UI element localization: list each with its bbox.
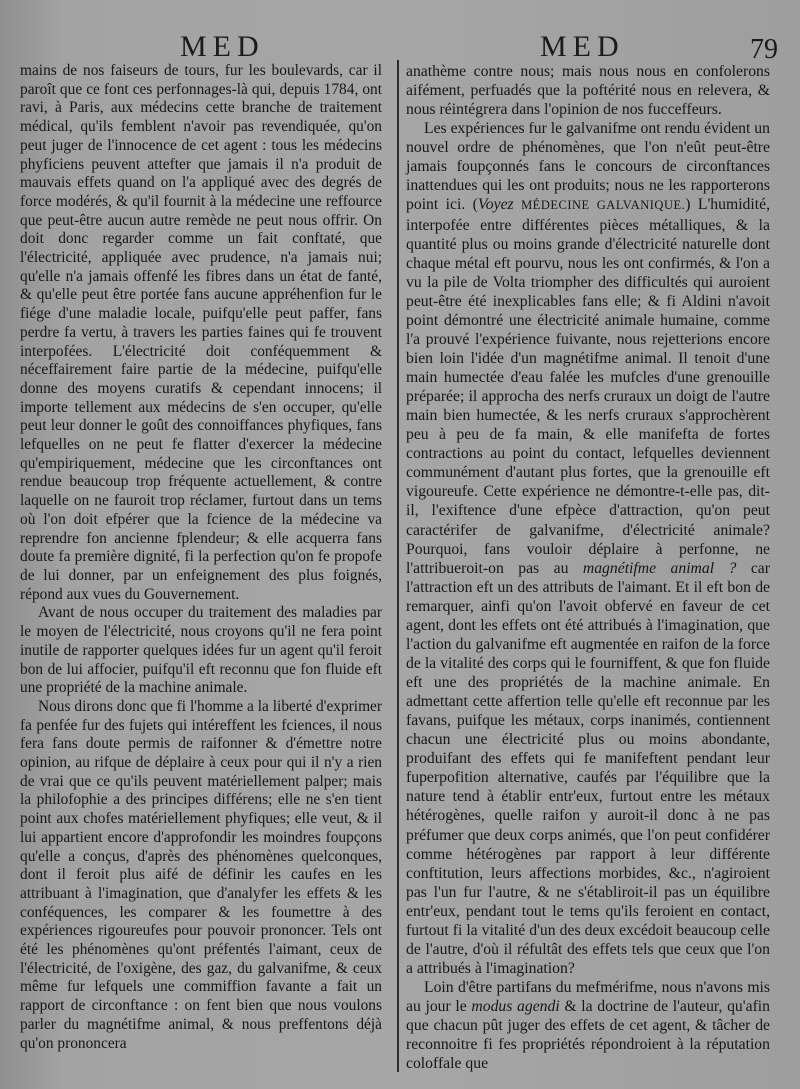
right-text-column (406, 62, 770, 1073)
text-run: & la doctrine de l'auteur, qu'afin que chacun pût juger des effets de cet agent, & tâcher de reconnoitre fi fes propriétés répondroient à la réputation coloffale que (406, 998, 770, 1073)
italic-term: magnétifme animal ? (582, 559, 737, 577)
paragraph (406, 119, 770, 978)
paragraph: anathème contre nous; mais nous nous en confolerons aifément, perfuadés que la poftérité nous en relevera, & nous réintégrera dans l'opinion de nos fucceffeurs. (406, 63, 770, 119)
cross-reference-voyez: Voyez (477, 196, 514, 214)
paragraph: mains de nos faiseurs de tours, fur les boulevards, car il paroît que ce font ces perfonnages-là qui, depuis 1784, ont ravi, à Paris, aux médecins cette branche de traitement médical, qu'ils femblent n'avoir pas revendiquée, qu'on peut juger de l'innocence de cet agent : tous les médecins phyficiens peuvent attefter que jamais il n'a produit de mauvais effets quand on l'a appliqué avec des degrés de force modérés, & qu'il fournit à la médecine une reffource que peut-être aucun autre remède ne peut nous offrir. On doit donc regarder comme un fait conftaté, que l'électricité, appliquée avec prudence, n'a jamais nui; qu'elle n'a jamais offenfé les fibres dans un état de fanté, & qu'elle peut être portée fans aucune appréhenfion fur le fiége d'une maladie locale, puifqu'elle peut paffer, fans perdre fa vertu, à travers les parties faines qui fe trouvent interpofées. L'électricité doit conféquemment & néceffairement faire partie de la médecine, puifqu'elle donne des moyens curatifs & cependant innocens; il importe tellement aux médecins de s'en occuper, qu'elle peut leur donner le goût des connoiffances phyfiques, fans lefquelles on ne peut fe flatter d'exercer la médecine qu'empiriquement, médecine que les circonftances ont rendue beaucoup trop fréquente actuellement, & contre laquelle on ne fauroit trop réclamer, furtout dans un tems où l'on doit efpérer que la fcience de la médecine va reprendre fon ancienne fplendeur; & elle acquerra fans doute fa première dignité, fi la perfection qu'on fe propofe de lui donner, par un enfeignement des plus foignés, répond aux vues du Gouvernement. (20, 62, 382, 603)
italic-term: modus agendi (471, 998, 560, 1016)
column-divider (397, 60, 399, 1072)
left-text-column (20, 62, 382, 1053)
running-head-left: MED (180, 30, 265, 63)
paragraph: Avant de nous occuper du traitement des maladies par le moyen de l'électricité, nous croyons qu'il ne fera point inutile de rapporter quelques idées fur un agent qu'il feroit bon de lui affocier, puifqu'il eft reconnu que fon fluide eft une propriété de la machine animale. (20, 604, 382, 697)
running-head-right: MED (540, 30, 625, 63)
text-run: car l'attraction eft un des attributs de l'aimant. Et il eft bon de remarquer, ainfi qu'on l'avoit obfervé en faveur de cet agent, dont les effets ont été attribués à l'imagination, que l'action du galvanifme eft augmentée en raifon de la force de la vitalité des corps qui le fourniffent, & que fon fluide eft une des propriétés de la machine animale. En admettant cette affertion telle qu'elle eft reconnue par les favans, puifque les métaux, corps inanimés, contiennent chacun une électricité plus ou moins abondante, produifant des effets qui fe manifeftent pendant leur fuperpofition alternative, caufés par l'équilibre que la nature tend à établir entr'eux, furtout entre les métaux hétérogènes, quelle raifon y auroit-il donc à ne pas préfumer que deux corps animés, que l'on peut confidérer comme hétérogènes par rapport à leur différente conftitution, leurs affections morbides, &c., n'agiroient pas l'un fur l'autre, & ne s'établiroit-il pas un équilibre entr'eux, pendant tout le tems qu'ils feroient en contact, furtout fi la vitalité d'un des deux excédoit beaucoup celle de l'autre, d'où il réfultât des effets tels que ceux que l'on a attribués à l'imagination? (406, 559, 770, 977)
text-run: Les expériences fur le galvanifme ont rendu évident un nouvel ordre de phénomènes, que l'on n'eût peut-être jamais foupçonnés fans le concours de circonftances inattendues qui les ont produits; nous ne les rapporterons point ici. ( (406, 120, 770, 214)
paragraph: Nous dirons donc que fi l'homme a la liberté d'exprimer fa penfée fur des fujets qui intéreffent les fciences, il nous fera fans doute permis de raifonner & d'émettre notre opinion, au rifque de déplaire à ceux pour qui il n'y a rien de vrai que ce qu'ils peuvent matériellement palper; mais la philofophie a des principes différens; elle ne s'en tient point aux chofes matériellement phyfiques; elle veut, & il lui appartient encore d'approfondir les moindres foupçons qu'elle a conçus, d'après des phénomènes quelconques, dont il feroit plus aifé de définir les caufes en les attribuant à l'imagination, que d'analyfer les effets & les conféquences, les comparer & les foumettre à des expériences rigoureufes pour pouvoir prononcer. Tels ont été les phénomènes qu'ont préfentés l'aimant, ceux de l'électricité, de l'oxigène, des gaz, du galvanifme, & ceux même fur lefquels une commiffion favante a fait un rapport de circonftance : on fent bien que nous voulons parler du magnétifme animal, & nous preffentons déjà qu'on prononcera (20, 697, 382, 1052)
page-number: 79 (750, 34, 778, 65)
cross-reference-target: MÉDECINE GALVANIQUE. (521, 198, 686, 213)
text-run: Loin d'être partifans du mefmérifme, nous n'avons mis au jour le (406, 979, 770, 1016)
text-run: ) L'humidité, interpofée entre différentes pièces métalliques, & la quantité plus ou moins grande d'électricité naturelle dont chaque métal eft pourvu, nous les ont confirmés, & l'on a vu la pile de Volta triompher des difficultés qui auroient peut-être été inexplicables fans elle; & fi Aldini n'avoit point démontré une électricité animale humaine, comme l'a prouvé l'expérience fuivante, nous rejetterions encore bien loin l'idée d'un magnétifme animal. Il tenoit d'une main humectée d'eau falée les mufcles d'une grenouille préparée; il approcha des nerfs cruraux un doigt de l'autre main bien humectée, & les nerfs cruraux s'approchèrent peu à peu de fa main, & elle manifefta de fortes contractions au point du contact, lefquelles deviennent communément d'autant plus fortes, que la grenouille eft vigoureufe. Cette expérience ne démontre-t-elle pas, dit-il, l'exiftence d'une efpèce d'attraction, qu'on peut caractérifer de galvanifme, d'électricité animale? Pourquoi, fans vouloir déplaire à perfonne, ne l'attribueroit-on pas au (406, 196, 770, 577)
paragraph (406, 978, 770, 1073)
